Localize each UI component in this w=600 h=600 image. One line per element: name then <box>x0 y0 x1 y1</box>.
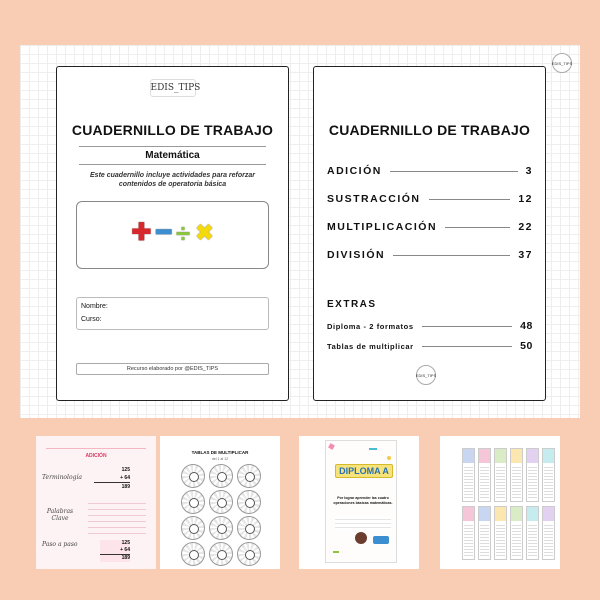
toc-page: 22 <box>518 221 533 233</box>
multiplication-card <box>462 448 475 502</box>
wheel-center <box>189 472 199 482</box>
toc-row <box>327 193 533 205</box>
extras-row <box>327 320 533 332</box>
multiplication-card <box>526 506 539 560</box>
card-lines <box>496 465 505 499</box>
extras-title: EXTRAS <box>327 299 377 310</box>
card-header <box>511 507 522 521</box>
confetti <box>387 456 391 460</box>
index-title: CUADERNILLO DE TRABAJO <box>328 122 531 138</box>
card-header <box>463 507 474 521</box>
toc-leader <box>445 227 510 228</box>
thumb-steps-total: 189 <box>100 554 130 562</box>
toc-label: SUSTRACCIÓN <box>327 193 421 205</box>
student-info-box <box>76 297 269 330</box>
multiplication-card <box>510 448 523 502</box>
card-lines <box>464 523 473 557</box>
extras-label: Tablas de multiplicar <box>327 341 414 351</box>
toc-row <box>327 165 533 177</box>
subject-label: Matemática <box>79 146 266 165</box>
multiplication-wheel <box>181 490 205 514</box>
thumbnail-tablas[interactable] <box>160 436 280 569</box>
thumb-steps-a: 125 <box>121 540 130 546</box>
multiplication-wheel <box>209 516 233 540</box>
toc-page: 37 <box>518 249 533 261</box>
cover-title: CUADERNILLO DE TRABAJO <box>71 122 274 138</box>
toc-leader <box>390 171 518 172</box>
card-header <box>543 507 554 521</box>
card-header <box>495 449 506 463</box>
multiplication-card <box>462 506 475 560</box>
card-lines <box>544 523 553 557</box>
wheel-center <box>217 524 227 534</box>
thumb-tablas-title: TABLAS DE MULTIPLICAR <box>191 450 249 455</box>
thumb-sum-total: 189 <box>94 482 130 491</box>
multiplication-wheels <box>180 464 264 564</box>
wheel-center <box>217 472 227 482</box>
multiplication-card <box>542 506 555 560</box>
multiplication-card <box>526 448 539 502</box>
confetti <box>369 448 377 450</box>
thumb-keyword-lines <box>88 498 146 534</box>
credit-text: Recurso elaborado por @EDIS_TIPS <box>76 363 269 375</box>
card-header <box>479 449 490 463</box>
badge-icon <box>373 536 389 544</box>
thumb-header-rule <box>46 442 146 449</box>
thumbnail-adicion[interactable] <box>36 436 156 569</box>
brand-logo: EDIS_TIPS <box>552 53 572 73</box>
card-lines <box>528 523 537 557</box>
brand-logo: EDIS_TIPS <box>416 365 436 385</box>
multiplication-wheel <box>181 542 205 566</box>
thumb-steps-b: + 64 <box>120 547 130 553</box>
extras-row <box>327 340 533 352</box>
multiplication-card <box>478 448 491 502</box>
thumb-label-terminology: Terminología <box>42 474 82 481</box>
wheel-center <box>245 498 255 508</box>
toc-page: 3 <box>525 165 533 177</box>
thumb-sum-b: + 64 <box>120 475 130 481</box>
operator-icons <box>77 218 268 248</box>
multiplication-card <box>494 448 507 502</box>
cards-row-top <box>462 448 555 502</box>
card-lines <box>496 523 505 557</box>
wheel-center <box>189 498 199 508</box>
thumb-header: ADICIÓN <box>85 453 107 459</box>
card-lines <box>480 523 489 557</box>
extras-page: 48 <box>520 320 533 332</box>
workbook-preview-panel <box>20 45 580 418</box>
toc-label: ADICIÓN <box>327 165 382 177</box>
multiplication-card <box>478 506 491 560</box>
multiplication-wheel <box>209 542 233 566</box>
multiplication-wheel <box>237 542 261 566</box>
card-lines <box>512 465 521 499</box>
wheel-center <box>245 524 255 534</box>
plus-icon: ✚ <box>131 219 152 246</box>
cover-description: Este cuadernillo incluye actividades para reforzar contenidos de operatoria básica <box>90 172 255 188</box>
thumb-tablas-subtitle: del 1 al 12 <box>211 457 229 461</box>
thumb-steps-sum <box>100 540 130 562</box>
extras-label: Diploma - 2 formatos <box>327 321 414 331</box>
diploma-body-lines <box>335 516 391 530</box>
multiplication-wheel <box>209 490 233 514</box>
avatar <box>355 532 367 544</box>
wheel-center <box>189 550 199 560</box>
wheel-center <box>189 524 199 534</box>
name-label: Nombre: <box>81 303 108 310</box>
card-header <box>527 449 538 463</box>
card-header <box>527 507 538 521</box>
wheel-center <box>245 472 255 482</box>
multiplication-wheel <box>181 464 205 488</box>
course-label: Curso: <box>81 316 102 323</box>
toc-page: 12 <box>518 193 533 205</box>
multiplication-wheel <box>209 464 233 488</box>
card-header <box>463 449 474 463</box>
cards-row-bottom <box>462 506 555 560</box>
multiplication-wheel <box>237 516 261 540</box>
card-header <box>511 449 522 463</box>
diploma-title: DIPLOMA A <box>335 464 393 478</box>
diploma-text: Por lograr aprender las cuatro operaciones básicas matemáticas. <box>333 496 393 505</box>
toc-row <box>327 221 533 233</box>
wheel-center <box>217 498 227 508</box>
toc-label: MULTIPLICACIÓN <box>327 221 438 233</box>
index-page <box>313 66 546 401</box>
multiplication-wheel <box>237 464 261 488</box>
extras-leader <box>422 326 513 327</box>
wheel-center <box>217 550 227 560</box>
thumbnail-cards[interactable] <box>440 436 560 569</box>
cover-page <box>56 66 289 401</box>
wheel-center <box>245 550 255 560</box>
confetti <box>333 551 339 553</box>
thumbnail-diploma[interactable] <box>299 436 419 569</box>
card-lines <box>464 465 473 499</box>
thumb-label-steps: Paso a paso <box>42 541 78 548</box>
extras-page: 50 <box>520 340 533 352</box>
multiplication-wheel <box>181 516 205 540</box>
brand-logo: EDIS_TIPS <box>150 79 196 97</box>
toc-leader <box>429 199 511 200</box>
divide-icon: ÷ <box>175 218 191 248</box>
operators-box <box>76 201 269 269</box>
card-header <box>543 449 554 463</box>
card-lines <box>544 465 553 499</box>
thumb-label-keywords: Palabras Clave <box>46 508 74 522</box>
multiply-icon: ✖ <box>195 220 214 245</box>
extras-leader <box>422 346 512 347</box>
minus-icon: ━ <box>156 219 171 246</box>
card-lines <box>512 523 521 557</box>
multiplication-wheel <box>237 490 261 514</box>
card-header <box>479 507 490 521</box>
thumb-sum <box>94 466 130 491</box>
multiplication-card <box>542 448 555 502</box>
multiplication-card <box>494 506 507 560</box>
multiplication-card <box>510 506 523 560</box>
thumb-sum-a: 125 <box>121 467 130 473</box>
card-lines <box>480 465 489 499</box>
card-lines <box>528 465 537 499</box>
toc-label: DIVISIÓN <box>327 249 386 261</box>
toc-row <box>327 249 533 261</box>
card-header <box>495 507 506 521</box>
toc-leader <box>393 255 510 256</box>
